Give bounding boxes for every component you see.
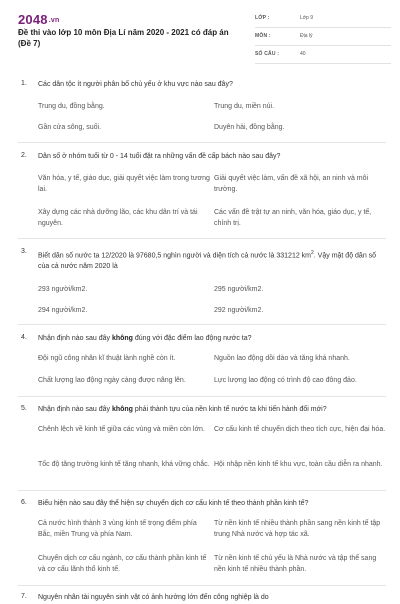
answer-option-c[interactable]: Tốc độ tăng trưởng kinh tế tăng nhanh, khá vững chắc. [38, 461, 210, 468]
answer-option-c[interactable]: Chuyển dịch cơ cấu ngành, cơ cấu thành phần kinh tế và cơ cấu lãnh thổ kinh tế. [38, 555, 207, 573]
question-text: Dân số ở nhóm tuổi từ 0 - 14 tuổi đặt ra những vấn đề cấp bách nào sau đây? [38, 153, 281, 160]
meta-key: LỚP : [255, 15, 270, 21]
answer-option-a[interactable]: Cả nước hình thành 3 vùng kinh tế trọng điểm phía Bắc, miền Trung và phía Nam. [38, 520, 197, 538]
question-text-part: . Vậy mật độ dân số của cả nước năm 2020 là [38, 252, 377, 270]
answer-option-d[interactable]: Từ nền kinh tế chủ yếu là Nhà nước và tập thể sang nền kinh tế nhiều thành phần. [214, 555, 377, 573]
answer-option-c[interactable]: 294 người/km2. [38, 307, 88, 314]
meta-value: 40 [300, 51, 306, 57]
meta-row-class [255, 10, 391, 28]
question-text-part: Nhận định nào sau đây [38, 335, 112, 342]
answer-option-b[interactable]: Nguồn lao động dồi dào và tăng khá nhanh. [214, 355, 350, 362]
meta-key: MÔN : [255, 33, 271, 39]
answer-option-c[interactable]: Gần cửa sông, suối. [38, 124, 102, 131]
divider [18, 396, 386, 397]
meta-row-count [255, 46, 391, 64]
answer-option-d[interactable]: Các vấn đề trật tự an ninh, văn hóa, giáo dục, y tế, chính trị. [214, 209, 372, 227]
header [18, 10, 388, 62]
answer-option-b[interactable]: 295 người/km2. [214, 286, 264, 293]
question-text-part: Biết dân số nước ta 12/2020 là 97680,5 nghìn người và diện tích cả nước là 331212 km [38, 252, 312, 260]
emphasis: không [111, 335, 133, 342]
question-text [38, 248, 386, 272]
divider [18, 142, 386, 143]
divider [18, 324, 386, 325]
answer-option-d[interactable]: 292 người/km2. [214, 307, 264, 314]
question-text: Biểu hiện nào sau đây thể hiện sự chuyển dịch cơ cấu kinh tế theo thành phần kinh tế? [38, 500, 309, 507]
meta-table [255, 10, 391, 64]
logo-suffix: .vn [48, 17, 60, 24]
question-text: Các dân tộc ít người phân bố chủ yếu ở khu vực nào sau đây? [38, 81, 233, 88]
emphasis: không [111, 406, 133, 413]
question-number: 4. [21, 334, 27, 341]
answer-option-d[interactable]: Duyên hải, đồng bằng. [214, 124, 285, 131]
question-number: 1. [21, 80, 27, 87]
answer-option-d[interactable]: Lực lượng lao động có trình độ cao đông đảo. [214, 377, 357, 384]
divider [18, 585, 386, 586]
answer-option-b[interactable]: Từ nền kinh tế nhiều thành phần sang nền kinh tế tập trung Nhà nước và hợp tác xã. [214, 520, 381, 538]
divider [18, 238, 386, 239]
logo-text: 2048 [18, 12, 48, 27]
meta-row-subject [255, 28, 391, 46]
answer-option-d[interactable]: Hội nhập nền kinh tế khu vực, toàn cầu diễn ra nhanh. [214, 461, 383, 468]
question-text [38, 405, 386, 416]
answer-option-a[interactable]: Văn hóa, y tế, giáo dục, giải quyết việc làm trong tương lai. [38, 175, 210, 193]
question-text [38, 334, 386, 345]
question-text-part: đúng với đặc điểm lao động nước ta? [132, 335, 252, 342]
meta-value: Địa lý [300, 33, 313, 39]
answer-option-b[interactable]: Giải quyết việc làm, vấn đề xã hội, an ninh và môi trường. [214, 175, 369, 193]
site-logo[interactable] [18, 12, 59, 27]
answer-option-a[interactable]: Chênh lệch về kinh tế giữa các vùng và miền còn lớn. [38, 426, 205, 433]
question-number: 6. [21, 499, 27, 506]
meta-value: Lớp 9 [300, 15, 314, 21]
question-text: Nguyên nhân tài nguyên sinh vật có ảnh hưởng lớn đến công nghiệp là do [38, 594, 269, 601]
question-number: 7. [21, 593, 27, 600]
answer-option-a[interactable]: 293 người/km2. [38, 286, 88, 293]
answer-option-b[interactable]: Trung du, miền núi. [214, 103, 275, 110]
question-text-part: phải thành tựu của nền kinh tế nước ta khi tiến hành đổi mới? [132, 406, 327, 413]
question-number: 5. [21, 405, 27, 412]
meta-key: SỐ CÂU : [255, 51, 280, 57]
question-text-part: Nhận định nào sau đây [38, 406, 112, 413]
question-number: 2. [21, 152, 27, 159]
divider [18, 490, 386, 491]
answer-option-a[interactable]: Đội ngũ công nhân kĩ thuật lành nghề còn ít. [38, 355, 176, 362]
answer-option-c[interactable]: Chất lượng lao động ngày càng được nâng lên. [38, 377, 186, 384]
superscript: 2 [311, 250, 314, 256]
question-number: 3. [21, 248, 27, 255]
answer-option-c[interactable]: Xây dựng các nhà dưỡng lão, các khu dân trí và tái nguyên. [38, 209, 198, 227]
answer-option-b[interactable]: Cơ cấu kinh tế chuyển dịch theo tích cực, hiện đại hóa. [214, 426, 386, 433]
page-title: Đề thi vào lớp 10 môn Địa Lí năm 2020 - 2021 có đáp án (Đề 7) [18, 28, 229, 48]
answer-option-a[interactable]: Trung du, đồng bằng. [38, 103, 105, 110]
